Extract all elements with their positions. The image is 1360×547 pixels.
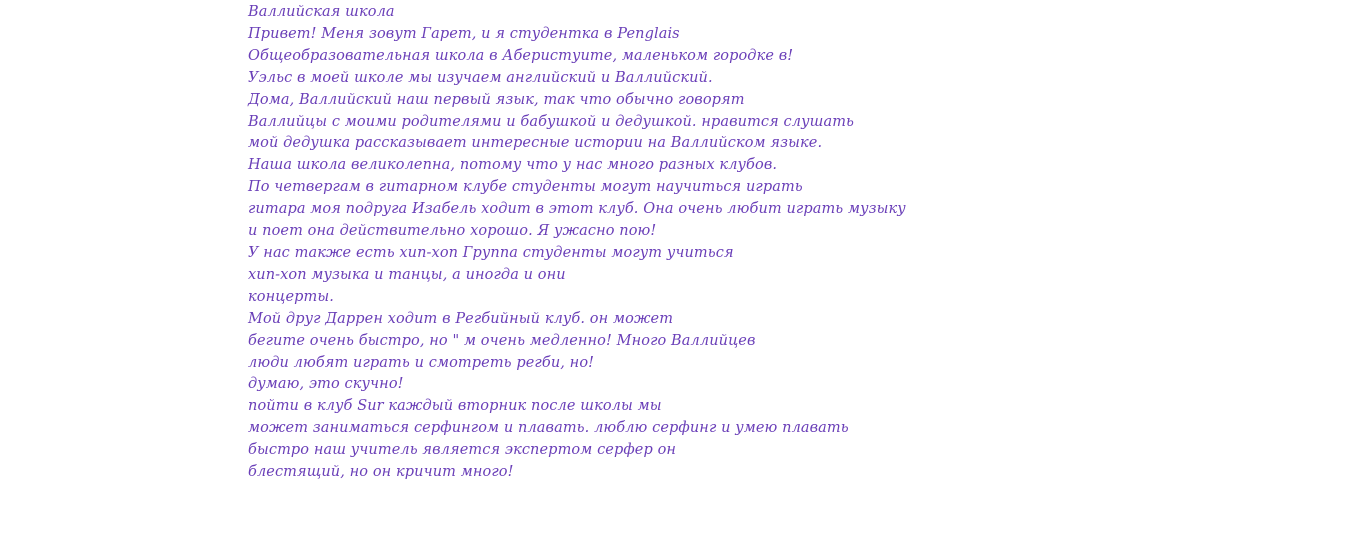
- text-line: Наша школа великолепна, потому что у нас много разных клубов.: [248, 157, 778, 174]
- text-line: Уэльс в моей школе мы изучаем английский и Валлийский.: [248, 69, 713, 86]
- text-line: быстро наш учитель является экспертом серфер он: [248, 442, 677, 459]
- text-line: люди любят играть и смотреть регби, но!: [248, 354, 595, 371]
- text-line: думаю, это скучно!: [248, 376, 404, 393]
- text-line: может заниматься серфингом и плавать. люблю серфинг и умею плавать: [248, 420, 849, 437]
- text-line: Дома, Валлийский наш первый язык, так что обычно говорят: [248, 91, 745, 108]
- text-line: хип-хоп музыка и танцы, а иногда и они: [248, 266, 566, 283]
- text-line: Мой друг Даррен ходит в Регбийный клуб. он может: [248, 310, 674, 327]
- text-line: мой дедушка рассказывает интересные истории на Валлийском языке.: [248, 135, 823, 152]
- text-line: Общеобразовательная школа в Аберистуите, маленьком городке в!: [248, 47, 794, 64]
- text-line: концерты.: [248, 288, 334, 305]
- text-line: Валлийцы с моими родителями и бабушкой и дедушкой. нравится слушать: [248, 113, 855, 130]
- text-line: и поет она действительно хорошо. Я ужасно пою!: [248, 223, 657, 240]
- text-line: гитара моя подруга Изабель ходит в этот клуб. Она очень любит играть музыку: [248, 201, 906, 218]
- document: [248, 2, 1348, 484]
- text-line: блестящий, но он кричит много!: [248, 464, 514, 481]
- text-line: Привет! Меня зовут Гарет, и я студентка в Penglais: [248, 25, 680, 42]
- text-line: пойти в клуб Sur каждый вторник после школы мы: [248, 398, 662, 415]
- text-line: бегите очень быстро, но " м очень медленно! Много Валлийцев: [248, 332, 756, 349]
- text-line: По четвергам в гитарном клубе студенты могут научиться играть: [248, 179, 803, 196]
- text-line: У нас также есть хип-хоп Группа студенты могут учиться: [248, 244, 734, 261]
- document-title: Валлийская школа: [248, 4, 395, 20]
